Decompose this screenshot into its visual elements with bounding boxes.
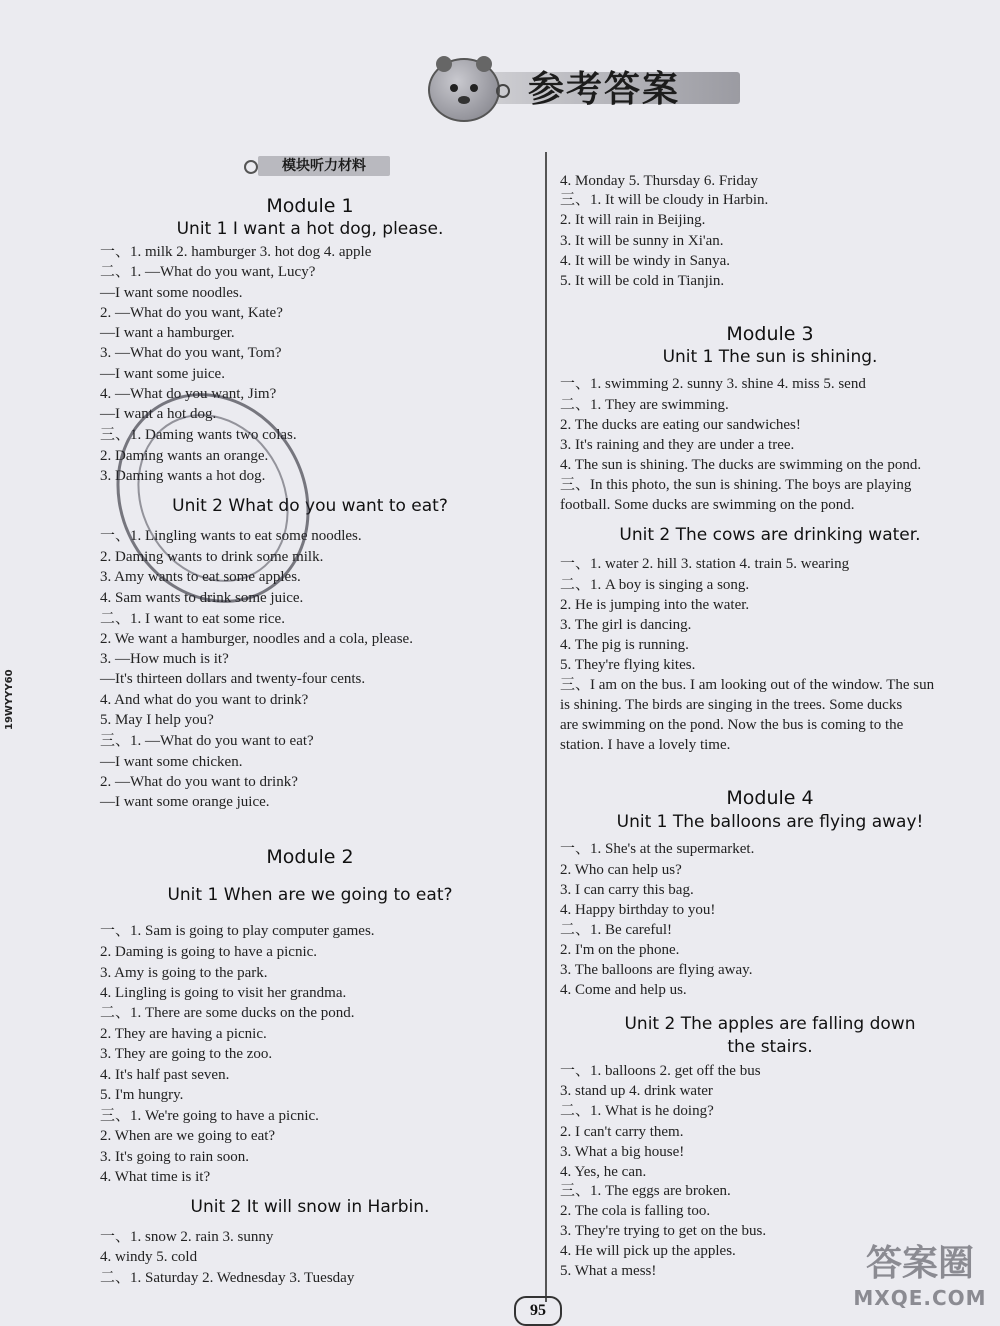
answer-line: 3. They are going to the zoo. [100,1046,273,1062]
answer-line: 一、1. balloons 2. get off the bus [560,1063,761,1079]
answer-line: 2. When are we going to eat? [100,1128,276,1144]
answer-line: —I want some chicken. [100,754,243,770]
answer-line: 4. Monday 5. Thursday 6. Friday [560,173,759,189]
answer-line: 一、1. Lingling wants to eat some noodles. [100,528,362,544]
answer-line: 3. It's going to rain soon. [100,1149,249,1165]
answer-line: 4. And what do you want to drink? [100,692,309,708]
answer-line: 3. They're trying to get on the bus. [560,1223,767,1239]
answer-line: 三、1. Daming wants two colas. [100,427,297,443]
unit-heading: Unit 1 When are we going to eat? [167,885,453,905]
answer-line: 4. The sun is shining. The ducks are swimming on the pond. [560,457,922,473]
answer-line: 一、1. swimming 2. sunny 3. shine 4. miss 5. send [560,376,866,392]
side-code: 19WYYY60 [4,669,15,730]
module-heading: Module 4 [726,787,814,809]
answer-line: 三、In this photo, the sun is shining. The boys are playing [560,477,912,493]
answer-line: 2. We want a hamburger, noodles and a cola, please. [100,631,413,647]
answer-line: 2. I can't carry them. [560,1124,684,1140]
answer-line: 2. Who can help us? [560,862,682,878]
answer-line: 3. —What do you want, Tom? [100,345,282,361]
unit-heading: Unit 2 It will snow in Harbin. [190,1197,430,1217]
answer-line: 2. The cola is falling too. [560,1203,711,1219]
answer-line: 三、1. The eggs are broken. [560,1183,731,1199]
page-number: 95 [514,1296,562,1326]
answer-line: 三、1. —What do you want to eat? [100,733,314,749]
answer-line: are swimming on the pond. Now the bus is coming to the [560,717,904,733]
answer-line: 二、1. —What do you want, Lucy? [100,264,316,280]
answer-line: 3. It's raining and they are under a tree. [560,437,795,453]
answer-line: 一、1. milk 2. hamburger 3. hot dog 4. apple [100,244,372,260]
module-heading: Module 1 [266,195,354,217]
module-heading: Module 2 [266,846,354,868]
answer-line: 4. windy 5. cold [100,1249,198,1265]
answer-line: 二、1. I want to eat some rice. [100,611,285,627]
answer-line: 二、1. There are some ducks on the pond. [100,1005,355,1021]
answer-line: 二、1. Be careful! [560,922,673,938]
answer-line: 3. stand up 4. drink water [560,1083,713,1099]
answer-line: 三、I am on the bus. I am looking out of the window. The sun [560,677,935,693]
answer-line: 4. It's half past seven. [100,1067,230,1083]
answer-line: 三、1. It will be cloudy in Harbin. [560,192,769,208]
answer-line: —I want a hot dog. [100,406,217,422]
answer-line: 3. Amy wants to eat some apples. [100,569,301,585]
answer-line: football. Some ducks are swimming on the pond. [560,497,855,513]
site-watermark [842,1242,998,1322]
answer-line: 2. —What do you want to drink? [100,774,298,790]
answer-line: 一、1. Sam is going to play computer games. [100,923,375,939]
unit-heading: Unit 1 The sun is shining. [662,347,878,367]
column-divider [545,152,547,1302]
answer-line: 2. It will rain in Beijing. [560,212,706,228]
left-column [100,0,540,1326]
answer-line: 4. He will pick up the apples. [560,1243,736,1259]
answer-line: 5. May I help you? [100,712,214,728]
answer-line: 2. Daming is going to have a picnic. [100,944,318,960]
watermark-bottom: MXQE.COM [853,1286,987,1310]
answer-line: is shining. The birds are singing in the trees. Some ducks [560,697,903,713]
answer-line: 二、1. They are swimming. [560,397,729,413]
answer-line: 一、1. snow 2. rain 3. sunny [100,1229,274,1245]
answer-line: 一、1. She's at the supermarket. [560,841,755,857]
answer-line: 2. I'm on the phone. [560,942,680,958]
answer-line: 二、1. A boy is singing a song. [560,577,750,593]
answer-line: —I want some noodles. [100,285,243,301]
answer-line: 5. What a mess! [560,1263,657,1279]
answer-line: —I want some orange juice. [100,794,270,810]
answer-line: 4. Come and help us. [560,982,687,998]
unit-heading: Unit 1 I want a hot dog, please. [176,219,444,239]
unit-heading: Unit 2 The cows are drinking water. [619,525,921,545]
answer-line: 3. —How much is it? [100,651,229,667]
unit-heading: Unit 1 The balloons are flying away! [616,812,924,832]
section-badge: 模块听力材料 [258,156,390,176]
answer-line: 3. What a big house! [560,1144,685,1160]
answer-line: 2. Daming wants to drink some milk. [100,549,324,565]
answer-line: station. I have a lovely time. [560,737,731,753]
answer-line: 2. They are having a picnic. [100,1026,267,1042]
answer-line: 3. It will be sunny in Xi'an. [560,233,724,249]
answer-line: 三、1. We're going to have a picnic. [100,1108,319,1124]
unit-heading: Unit 2 The apples are falling down [624,1014,916,1034]
page-title: 参考答案 [528,69,681,110]
answer-line: 3. Daming wants a hot dog. [100,468,266,484]
answer-line: 4. The pig is running. [560,637,689,653]
answer-line: 3. The balloons are flying away. [560,962,753,978]
answer-line: 二、1. Saturday 2. Wednesday 3. Tuesday [100,1270,355,1286]
unit-heading: the stairs. [727,1037,813,1057]
answer-line: 4. Sam wants to drink some juice. [100,590,304,606]
answer-line: 4. It will be windy in Sanya. [560,253,730,269]
answer-line: —I want some juice. [100,366,225,382]
answer-line: 2. —What do you want, Kate? [100,305,283,321]
unit-heading: Unit 2 What do you want to eat? [172,496,448,516]
answer-line: —It's thirteen dollars and twenty-four cents. [100,671,366,687]
module-heading: Module 3 [726,323,814,345]
answer-line: 4. —What do you want, Jim? [100,386,277,402]
answer-line: 2. The ducks are eating our sandwiches! [560,417,801,433]
answer-line: 4. Yes, he can. [560,1164,647,1180]
answer-line: 2. Daming wants an orange. [100,448,269,464]
answer-line: 5. It will be cold in Tianjin. [560,273,725,289]
answer-line: 5. I'm hungry. [100,1087,184,1103]
answer-line: 4. Lingling is going to visit her grandma. [100,985,347,1001]
answer-line: 一、1. water 2. hill 3. station 4. train 5. wearing [560,556,850,572]
answer-line: 4. Happy birthday to you! [560,902,716,918]
answer-line: 3. I can carry this bag. [560,882,694,898]
answer-line: 2. He is jumping into the water. [560,597,750,613]
answer-line: 3. Amy is going to the park. [100,965,268,981]
answer-line: 3. The girl is dancing. [560,617,692,633]
answer-line: 二、1. What is he doing? [560,1103,714,1119]
right-column [560,0,996,1326]
answer-line: —I want a hamburger. [100,325,235,341]
answer-line: 5. They're flying kites. [560,657,696,673]
watermark-top: 答案圈 [865,1243,974,1284]
answer-line: 4. What time is it? [100,1169,211,1185]
